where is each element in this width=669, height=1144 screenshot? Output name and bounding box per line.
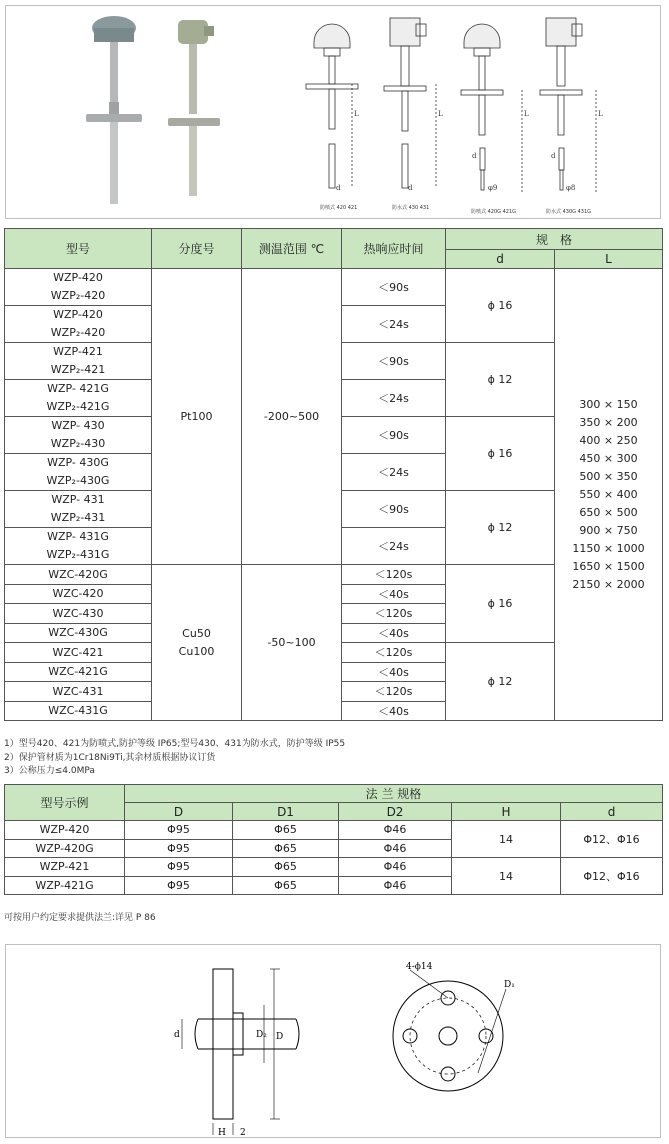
d-cell: ϕ 16 <box>446 269 555 343</box>
model-cell: WZC-420G <box>5 565 152 585</box>
caption-3: 防喷式 420G 421G <box>471 209 517 215</box>
dim-L-4: L <box>598 110 603 118</box>
response-cell: ＜120s <box>342 565 446 585</box>
flange-model: WZP-421G <box>5 876 125 895</box>
model-cell: WZP- 431 WZP₂-431 <box>5 491 152 528</box>
d-cell: ϕ 12 <box>446 643 555 721</box>
flange-table <box>4 784 663 895</box>
sensor-drawing-1 <box>306 24 358 188</box>
model-cell: WZC-431G <box>5 701 152 721</box>
dim-d: d <box>174 1030 180 1040</box>
response-cell: ＜120s <box>342 682 446 702</box>
note-3: 3）公称压力≤4.0MPa <box>4 766 95 776</box>
dim-phi9: φ9 <box>488 184 498 192</box>
notes <box>4 738 345 779</box>
header-spec: 规 格 <box>446 229 663 250</box>
flange-D: Φ95 <box>125 858 233 877</box>
flange-D1: Φ65 <box>233 876 339 895</box>
flange-model: WZP-421 <box>5 858 125 877</box>
model-cell: WZP- 430G WZP₂-430G <box>5 454 152 491</box>
range-pt: -200~500 <box>242 269 342 565</box>
model-cell: WZP- 421G WZP₂-421G <box>5 380 152 417</box>
flange-H: 14 <box>452 858 561 895</box>
dim-2: 2 <box>240 1128 246 1138</box>
header-L: L <box>555 250 663 269</box>
flange-drawing-panel <box>5 944 661 1138</box>
model-cell: WZP-420 WZP₂-420 <box>5 269 152 306</box>
dim-L-3: L <box>524 110 529 118</box>
L-values-cell: 300 × 150 350 × 200 400 × 250 450 × 300 500 × 350 550 × 400 650 × 500 900 × 750 1150 × 1000 1650 × 1500 2150 × 2000 <box>555 269 663 721</box>
header-model: 型号 <box>5 229 152 269</box>
flange-D1: Φ65 <box>233 821 339 840</box>
flange-D2: Φ46 <box>339 839 452 858</box>
dim-d-2: d <box>408 184 413 192</box>
dim-L-2: L <box>438 110 443 118</box>
response-cell: ＜90s <box>342 343 446 380</box>
spec-table <box>4 228 663 721</box>
header-range: 测温范围 ℃ <box>242 229 342 269</box>
model-cell: WZC-421 <box>5 643 152 663</box>
flange-D: Φ95 <box>125 821 233 840</box>
product-photo-panel <box>5 5 661 219</box>
flange-D2: Φ46 <box>339 876 452 895</box>
footnote: 可按用户约定要求提供法兰:详见 P 86 <box>4 913 156 923</box>
flange-header-spec: 法 兰 规格 <box>125 785 663 803</box>
note-2: 2）保护管材质为1Cr18Ni9Ti,其余材质根据协议订货 <box>4 752 216 763</box>
holes-label: 4-ϕ14 <box>406 962 433 972</box>
flange-D2: Φ46 <box>339 858 452 877</box>
range-cu: -50~100 <box>242 565 342 721</box>
dim-L-1: L <box>354 110 359 118</box>
header-response: 热响应时间 <box>342 229 446 269</box>
flange-D: Φ95 <box>125 839 233 858</box>
sensor-drawing-3 <box>461 24 522 192</box>
d-cell: ϕ 16 <box>446 417 555 491</box>
dim-D1: D₁ <box>504 980 515 990</box>
caption-2: 防水式 430 431 <box>392 205 430 211</box>
response-cell: ＜24s <box>342 306 446 343</box>
flange-header-model: 型号示例 <box>5 785 125 821</box>
flange-front-view <box>393 970 506 1091</box>
flange-D1: Φ65 <box>233 839 339 858</box>
graduation-pt: Pt100 <box>152 269 242 565</box>
model-cell: WZP-420 WZP₂-420 <box>5 306 152 343</box>
product-illustrations <box>6 6 662 220</box>
caption-1: 防喷式 420 421 <box>320 205 358 211</box>
model-cell: WZC-430G <box>5 623 152 643</box>
response-cell: ＜90s <box>342 269 446 306</box>
dim-phi8: φ8 <box>566 184 576 192</box>
response-cell: ＜120s <box>342 604 446 624</box>
response-cell: ＜40s <box>342 701 446 721</box>
sensor-photo-1 <box>86 16 142 204</box>
response-cell: ＜24s <box>342 380 446 417</box>
model-cell: WZC-430 <box>5 604 152 624</box>
dim-H: H <box>218 1128 226 1138</box>
response-cell: ＜90s <box>342 417 446 454</box>
flange-d: Φ12、Φ16 <box>561 821 663 858</box>
flange-d: Φ12、Φ16 <box>561 858 663 895</box>
flange-model: WZP-420 <box>5 821 125 840</box>
d-cell: ϕ 12 <box>446 343 555 417</box>
header-d: d <box>446 250 555 269</box>
note-1: 1）型号420、421为防喷式,防护等级 IP65;型号430、431为防水式，防护等级 IP55 <box>4 739 346 749</box>
response-cell: ＜40s <box>342 623 446 643</box>
flange-D2: Φ46 <box>339 821 452 840</box>
flange-header-D1: D1 <box>233 803 339 821</box>
flange-header-D2: D2 <box>339 803 452 821</box>
response-cell: ＜24s <box>342 528 446 565</box>
flange-model: WZP-420G <box>5 839 125 858</box>
flange-header-D: D <box>125 803 233 821</box>
d-cell: ϕ 12 <box>446 491 555 565</box>
response-cell: ＜40s <box>342 662 446 682</box>
dim-d-3: d <box>472 152 477 160</box>
flange-header-d: d <box>561 803 663 821</box>
flange-side-view <box>182 969 299 1135</box>
flange-D: Φ95 <box>125 876 233 895</box>
flange-H: 14 <box>452 821 561 858</box>
sensor-drawing-4 <box>540 18 596 192</box>
header-graduation: 分度号 <box>152 229 242 269</box>
d-cell: ϕ 16 <box>446 565 555 643</box>
graduation-cu: Cu50 Cu100 <box>152 565 242 721</box>
caption-4: 防水式 430G 431G <box>546 209 592 215</box>
dim-D: D <box>276 1032 284 1042</box>
dim-d-4: d <box>551 152 556 160</box>
model-cell: WZC-431 <box>5 682 152 702</box>
model-cell: WZC-420 <box>5 584 152 604</box>
dim-D2: D₂ <box>256 1030 267 1040</box>
flange-drawing <box>6 945 662 1139</box>
flange-D1: Φ65 <box>233 858 339 877</box>
dim-d-1: d <box>336 184 341 192</box>
model-cell: WZC-421G <box>5 662 152 682</box>
sensor-photo-2 <box>168 20 220 196</box>
model-cell: WZP- 430 WZP₂-430 <box>5 417 152 454</box>
sensor-drawing-2 <box>384 18 436 188</box>
response-cell: ＜120s <box>342 643 446 663</box>
flange-header-H: H <box>452 803 561 821</box>
response-cell: ＜40s <box>342 584 446 604</box>
model-cell: WZP- 431G WZP₂-431G <box>5 528 152 565</box>
response-cell: ＜90s <box>342 491 446 528</box>
response-cell: ＜24s <box>342 454 446 491</box>
model-cell: WZP-421 WZP₂-421 <box>5 343 152 380</box>
